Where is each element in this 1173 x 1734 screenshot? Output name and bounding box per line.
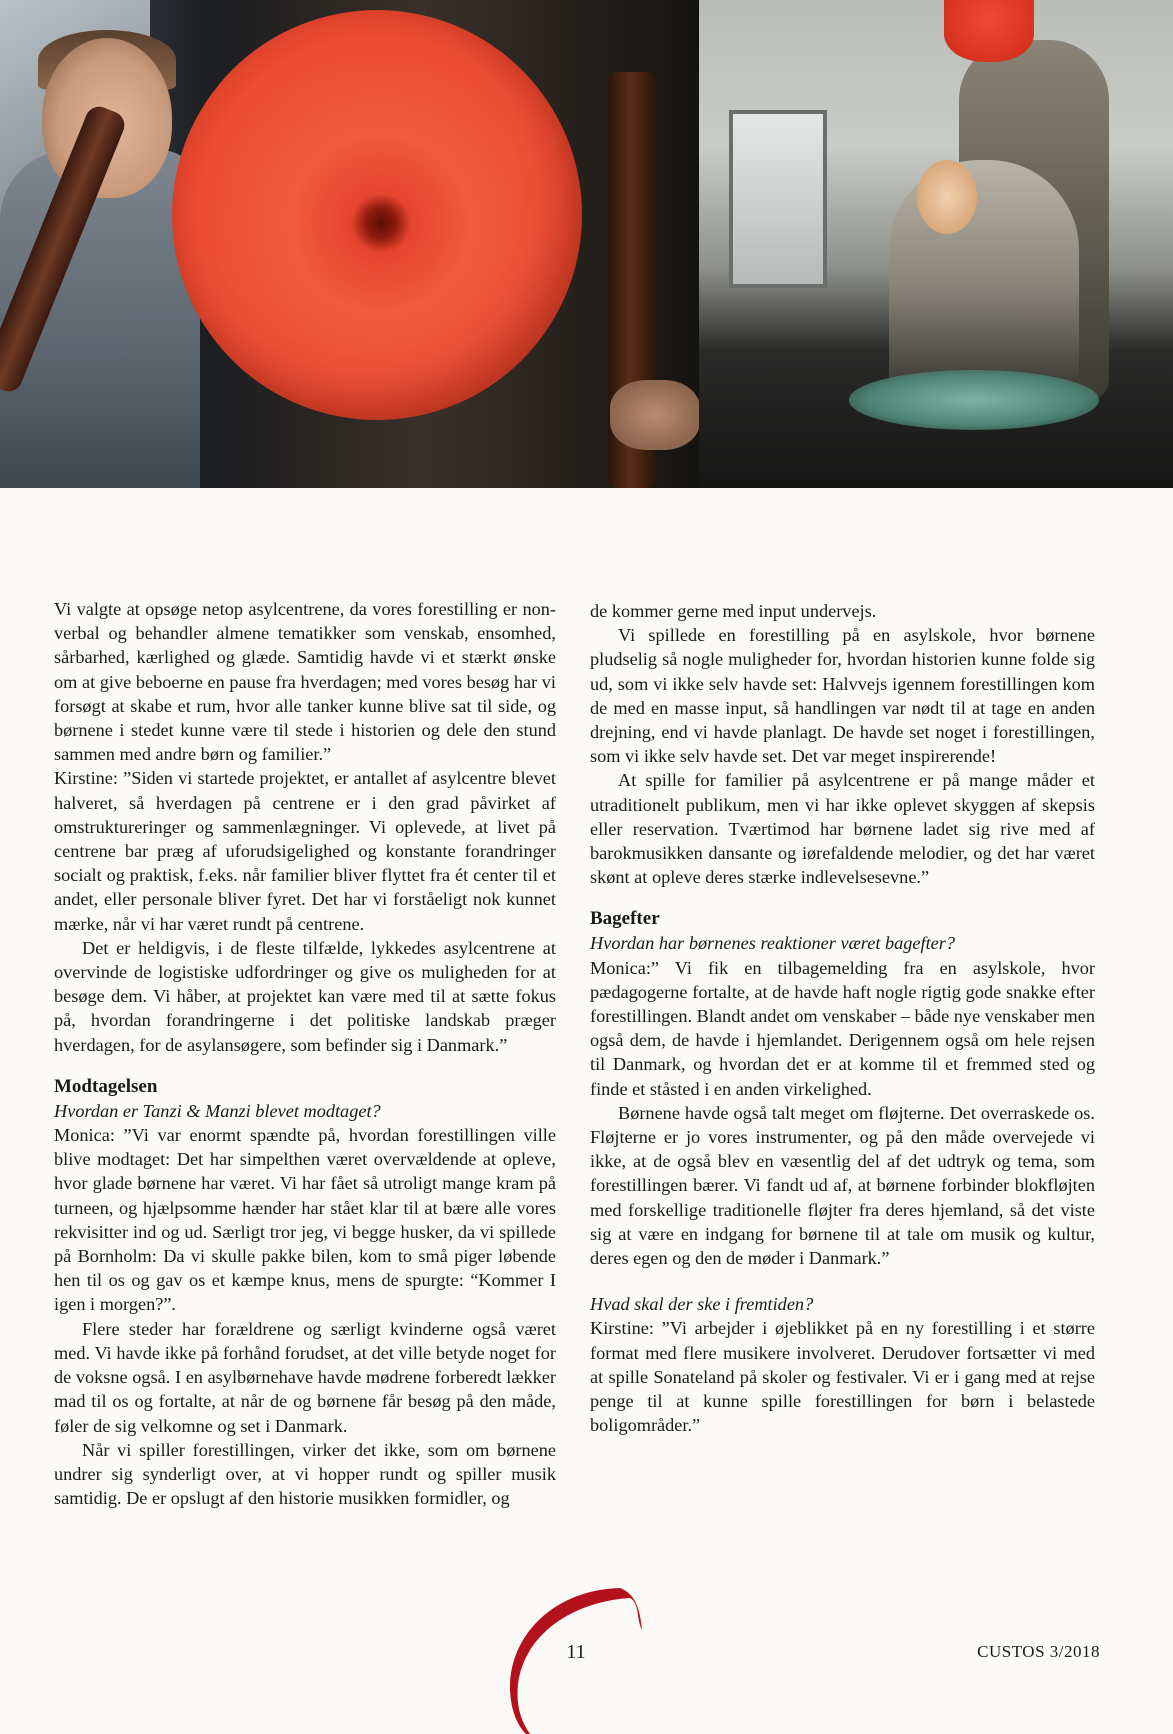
photo-kneeling-performer-head: [917, 160, 977, 234]
paragraph: Kirstine: ”Vi arbejder i øjeblikket på en ny forestilling i et større format med flere musikere involveret. Derudover fortsætter vi med at spille Sonateland på skoler og festivaler. Vi er i gang med at rejse penge til at kunne spille forestillingen for børn i belastede boligområder.”: [590, 1318, 1095, 1436]
paragraph: At spille for familier på asylcentrene er på mange måder et utraditionelt publikum, men vi har ikke oplevet skyggen af skepsis eller reservation. Tværtimod har børnene ladet sig rive med af barokmusikken dansante og iørefaldende melodier, og det har været skønt at opleve deres stærke indlevelsesevne.”: [590, 770, 1095, 888]
paragraph: Flere steder har forældrene og særligt kvinderne også været med. Vi havde ikke på forhånd forudset, at det ville betyde noget for de voksne også. I en asylbørnehave havde mødrene forberedt lækker mad til os og fortalte, at når de og børnene får besøg på den måde, føler de sig velkomne og set i Danmark.: [54, 1318, 556, 1436]
photo-strip: [0, 0, 1173, 488]
photo-hand: [610, 380, 699, 450]
photo-window: [729, 110, 827, 288]
photo-red-balloon: [172, 10, 582, 420]
section-heading-modtagelsen: Modtagelsen: [54, 1075, 158, 1097]
photo-red-cone: [944, 0, 1034, 62]
section-heading-bagefter: Bagefter: [590, 908, 660, 930]
spacer: [590, 1270, 1095, 1292]
paragraph: Når vi spiller forestillingen, virker det ikke, som om børnene undrer sig synderligt over, at vi hopper rundt og spiller musik samtidig. De er opslugt af den historie musikken formidler, og: [54, 1439, 556, 1509]
paragraph: Kirstine: ”Siden vi startede projektet, er antallet af asylcentre blevet halveret, så hverdagen på centrene er i den grad påvirket af omstruktureringer og sammenlægninger. Vi oplevede, at livet på centrene bar præg af uforudsigelighed og konstante forandringer socialt og praktisk, f.eks. når familier bliver flyttet fra ét center til et andet, eller personale bliver fyret. Det har vi forståeligt nok kunnet mærke, når vi har været rundt på centrene.: [54, 768, 556, 934]
paragraph: Monica: ”Vi var enormt spændte på, hvordan forestillingen ville blive modtaget: Det har simpelthen været overvældende at opleve, hvor glade børnene har været. Vi har fået så utroligt mange kram på turneen, og hjælpsomme hænder har stået klar til at bære alle vores rekvisitter ind og ud. Særligt tror jeg, vi begge husker, da vi spillede på Bornholm: Da vi skulle pakke bilen, kom to små piger løbende hen til os og gav os et kæmpe knus, mens de spurgte: “Kommer I igen i morgen?”.: [54, 1125, 556, 1315]
paragraph: Vi spillede en forestilling på en asylskole, hvor børnene pludselig så nogle muligheder for, hvordan historien kunne folde sig ud, som vi ikke selv havde set: Halvvejs igennem forestillingen kom de med en masse input, så handlingen var nødt til at tage en anden drejning, end vi havde planlagt. De havde set noget i forestillingen, som vi ikke selv havde set. Det var meget inspirerende!: [590, 625, 1095, 767]
paragraph: Vi valgte at opsøge netop asylcentrene, da vores forestilling er non-verbal og behandler almene tematikker som venskab, ensomhed, sårbarhed, kærlighed og glæde. Samtidig havde vi et stærkt ønske om at give beboerne en pause fra hverdagen; med vores besøg har vi forsøgt at skabe et rum, hvor alle tanker kunne blive sat til side, og børnene i stedet kunne være til stede i historien og dele den stund sammen med andre børn og familier.”: [54, 599, 556, 765]
paragraph: de kommer gerne med input undervejs.: [590, 601, 877, 621]
magazine-issue: CUSTOS 3/2018: [977, 1642, 1100, 1661]
photo-stage-performers: [699, 0, 1173, 488]
paragraph: Det er heldigvis, i de fleste tilfælde, lykkedes asylcentrene at overvinde de logistiske udfordringer og give os muligheden for at besøge dem. Vi håber, at projektet kan være med til at sætte fokus på, hvordan forandringerne i det politiske landskab præger hverdagen, for de asylansøgere, som befinder sig i Danmark.”: [54, 937, 556, 1055]
paragraph: Børnene havde også talt meget om fløjterne. Det overraskede os. Fløjterne er jo vores instrumenter, og på den måde overvejede vi ikke, at de også blev en væsentlig del af det udtryk og tema, som forestillingen bærer. Vi fandt ud af, at børnene forbinder blokfløjten med forskellige traditionelle fløjter fra deres hjemland, så det viste sig at være en indgang for børnene til at tale om musik og kultur, deres egen og den de møder i Danmark.”: [590, 1102, 1095, 1269]
interview-question: Hvad skal der ske i fremtiden?: [590, 1294, 814, 1315]
interview-question: Hvordan er Tanzi & Manzi blevet modtaget?: [54, 1100, 381, 1121]
article-column-right: [590, 599, 1095, 1438]
decorative-swirl: [490, 1580, 710, 1734]
article-column-left: [54, 597, 556, 1510]
paragraph: Monica:” Vi fik en tilbagemelding fra en asylskole, hvor pædagogerne fortalte, at de havde haft nogle rigtig gode snakke efter forestillingen. Blandt andet om venskaber – både nye venskaber men også dem, de havde i hjemlandet. Derigennem også om hele rejsen til Danmark, og hvordan det er at komme til et fremmed sted og finde et ståsted i en anden virkelighed.: [590, 957, 1095, 1099]
page-number: 11: [566, 1641, 586, 1663]
photo-tutu: [849, 370, 1099, 430]
interview-question: Hvordan har børnenes reaktioner været bagefter?: [590, 933, 956, 954]
photo-musicians-balloon: [0, 0, 699, 488]
